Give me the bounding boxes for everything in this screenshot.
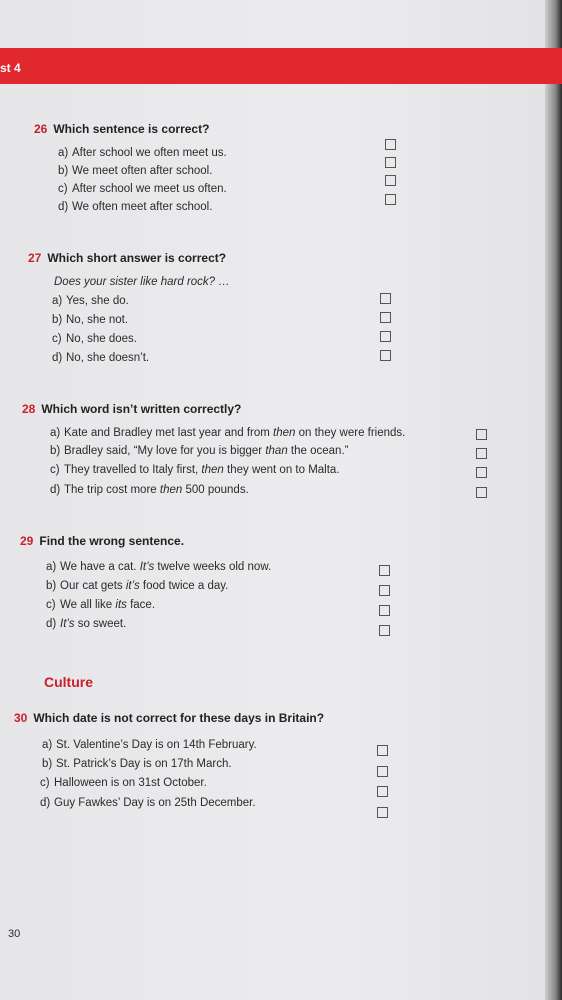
question-29-heading: 29 Find the wrong sentence. [20, 534, 185, 548]
checkbox-28a[interactable] [476, 429, 487, 440]
header-label: st 4 [0, 61, 21, 75]
checkbox-30d[interactable] [377, 807, 388, 818]
checkbox-27c[interactable] [380, 331, 391, 342]
checkbox-30c[interactable] [377, 786, 388, 797]
checkbox-26d[interactable] [385, 194, 396, 205]
checkbox-30b[interactable] [377, 766, 388, 777]
page-edge [545, 0, 562, 1000]
option-27c: c) No, she does. [52, 333, 137, 345]
question-27-prompt: Does your sister like hard rock? … [54, 276, 230, 288]
checkbox-27d[interactable] [380, 350, 391, 361]
option-28d: d) The trip cost more then 500 pounds. [50, 484, 249, 496]
option-27d: d) No, she doesn’t. [52, 352, 150, 364]
checkbox-26a[interactable] [385, 139, 396, 150]
option-28b: b) Bradley said, “My love for you is bigger than the ocean.” [50, 445, 349, 457]
checkbox-26b[interactable] [385, 157, 396, 168]
checkbox-29a[interactable] [379, 565, 390, 576]
option-28c: c) They travelled to Italy first, then they went on to Malta. [50, 464, 340, 476]
question-27-heading: 27 Which short answer is correct? [28, 251, 227, 265]
checkbox-28b[interactable] [476, 448, 487, 459]
checkbox-30a[interactable] [377, 745, 388, 756]
option-29a: a) We have a cat. It’s twelve weeks old now. [46, 561, 272, 573]
question-title: Which sentence is correct? [53, 122, 210, 136]
checkbox-26c[interactable] [385, 175, 396, 186]
checkbox-29c[interactable] [379, 605, 390, 616]
option-30c: c) Halloween is on 31st October. [40, 777, 207, 789]
question-26-heading [34, 122, 209, 136]
option-27a: a) Yes, she do. [52, 295, 129, 307]
question-number: 26 [34, 122, 48, 136]
page-number: 30 [8, 928, 21, 940]
question-30-heading: 30 Which date is not correct for these days in Britain? [14, 711, 325, 725]
option-26a: a) After school we often meet us. [58, 147, 227, 159]
option-26c: c) After school we meet us often. [58, 183, 227, 195]
option-26d: d) We often meet after school. [58, 201, 213, 213]
header-bar [0, 48, 562, 84]
question-28-heading: 28 Which word isn’t written correctly? [22, 402, 242, 416]
checkbox-27a[interactable] [380, 293, 391, 304]
checkbox-28c[interactable] [476, 467, 487, 478]
option-30b: b) St. Patrick’s Day is on 17th March. [42, 758, 232, 770]
option-28a: a) Kate and Bradley met last year and from then on they were friends. [50, 427, 406, 439]
option-29c: c) We all like its face. [46, 599, 156, 611]
option-29b: b) Our cat gets it’s food twice a day. [46, 580, 229, 592]
checkbox-29d[interactable] [379, 625, 390, 636]
option-27b: b) No, she not. [52, 314, 129, 326]
section-title: Culture [44, 674, 93, 690]
option-30a: a) St. Valentine’s Day is on 14th February. [42, 739, 257, 751]
checkbox-29b[interactable] [379, 585, 390, 596]
option-29d: d) It’s so sweet. [46, 618, 127, 630]
option-26b: b) We meet often after school. [58, 165, 213, 177]
checkbox-27b[interactable] [380, 312, 391, 323]
checkbox-28d[interactable] [476, 487, 487, 498]
option-30d: d) Guy Fawkes’ Day is on 25th December. [40, 797, 256, 809]
